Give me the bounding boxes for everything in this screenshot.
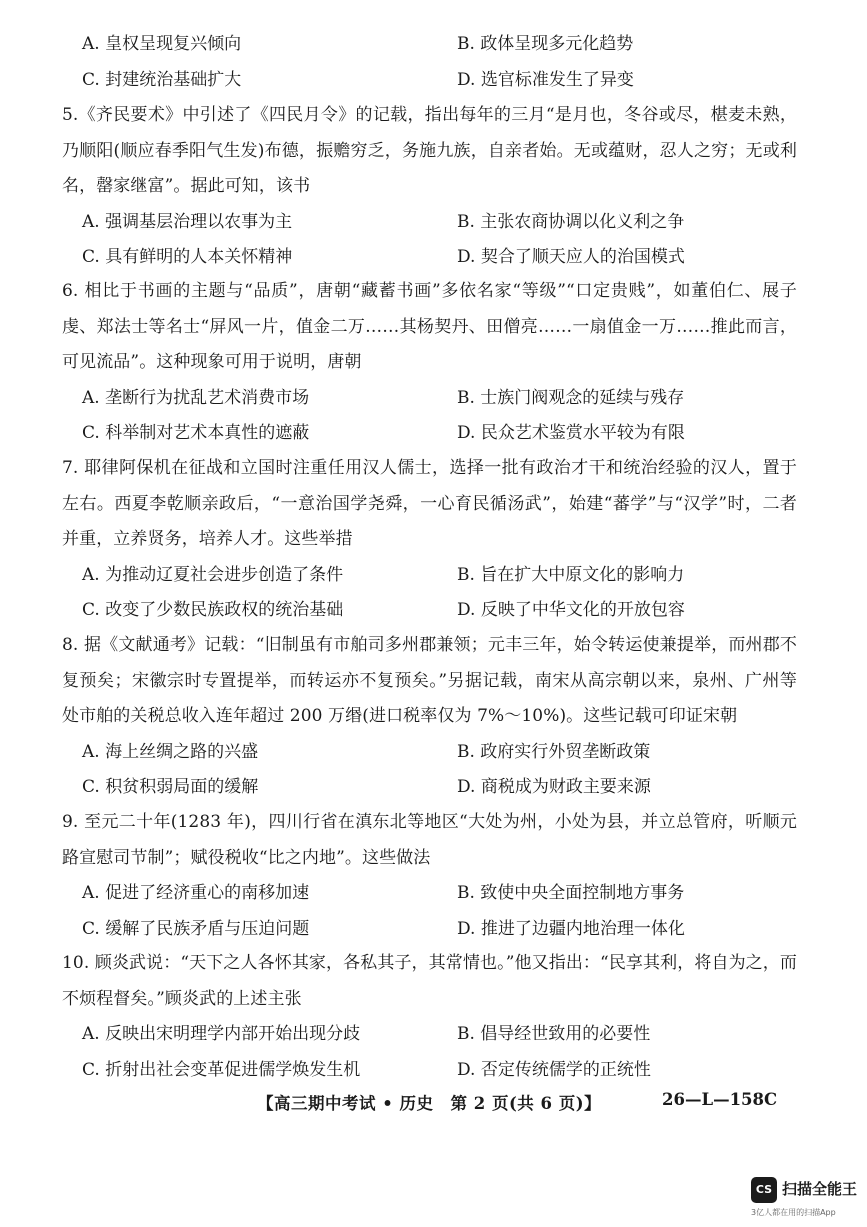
q9-option-d[interactable]: D. 推进了边疆内地治理一体化 <box>457 918 685 939</box>
q7-option-c[interactable]: C. 改变了少数民族政权的统治基础 <box>82 600 344 620</box>
q4-options <box>62 27 797 98</box>
q4-option-c[interactable]: C. 封建统治基础扩大 <box>82 69 242 90</box>
q10-options <box>62 1017 797 1088</box>
q6-option-b[interactable]: B. 士族门阀观念的延续与残存 <box>457 387 685 408</box>
q10-stem: 10. 顾炎武说：“天下之人各怀其家，各私其子，其常情也。”他又指出：“民享其利，将自为之，而不烦程督矣。”顾炎武的上述主张 <box>62 953 797 1009</box>
q9-option-c[interactable]: C. 缓解了民族矛盾与压迫问题 <box>82 918 310 939</box>
q6-option-d[interactable]: D. 民众艺术鉴赏水平较为有限 <box>457 423 685 443</box>
q7-stem: 7. 耶律阿保机在征战和立国时注重任用汉人儒士，选择一批有政治才干和统治经验的汉人，置于左右。西夏李乾顺亲政后，“一意治国学尧舜，一心育民循汤武”，始建“蕃学”与“汉学”时，二者并重，立养贤务，培养人才。这些举措 <box>62 458 797 549</box>
watermark-app-name: 扫描全能王 <box>782 1180 858 1198</box>
q5-stem: 5.《齐民要术》中引述了《四民月令》的记载，指出每年的三月“是月也，冬谷或尽，椹麦未熟，乃顺阳(顺应春季阳气生发)布德，振赡穷乏，务施九族，自亲者始。无或蕴财，忍人之穷；无或利名，罄家继富”。据此可知，该书 <box>62 105 797 196</box>
q5-options <box>62 205 797 276</box>
q7-option-a[interactable]: A. 为推动辽夏社会进步创造了条件 <box>82 564 344 585</box>
q9-option-a[interactable]: A. 促进了经济重心的南移加速 <box>82 883 310 903</box>
q9-stem: 9. 至元二十年(1283 年)，四川行省在滇东北等地区“大处为州，小处为县，并立总管府，听顺元路宣慰司节制”；赋役税收“比之内地”。这些做法 <box>62 812 797 868</box>
q6-option-c[interactable]: C. 科举制对艺术本真性的遮蔽 <box>82 423 310 443</box>
q4-option-a[interactable]: A. 皇权呈现复兴倾向 <box>82 34 242 54</box>
q8-stem: 8. 据《文献通考》记载：“旧制虽有市舶司多州郡兼领；元丰三年，始令转运使兼提举，而州郡不复预矣；宋徽宗时专置提举，而转运亦不复预矣。”另据记载，南宋从高宗朝以来，泉州、广州等处市舶的关税总收入连年超过 200 万缗(进口税率仅为 7%～10%)。这些记载可印证宋朝 <box>62 635 797 726</box>
q8-option-b[interactable]: B. 政府实行外贸垄断政策 <box>457 741 651 762</box>
question-6 <box>62 274 797 452</box>
page-footer <box>0 1090 867 1120</box>
q9-options <box>62 876 797 947</box>
q8-option-d[interactable]: D. 商税成为财政主要来源 <box>457 777 651 797</box>
q4-option-d[interactable]: D. 选官标准发生了异变 <box>457 69 634 90</box>
q8-options <box>62 735 797 806</box>
q10-option-a[interactable]: A. 反映出宋明理学内部开始出现分歧 <box>82 1024 361 1044</box>
q6-options <box>62 381 797 452</box>
q5-option-d[interactable]: D. 契合了顺天应人的治国模式 <box>457 247 685 267</box>
q10-option-c[interactable]: C. 折射出社会变革促进儒学焕发生机 <box>82 1059 361 1080</box>
q7-options <box>62 558 797 629</box>
q9-option-b[interactable]: B. 致使中央全面控制地方事务 <box>457 883 685 903</box>
q5-option-a[interactable]: A. 强调基层治理以农事为主 <box>82 211 293 232</box>
q6-option-a[interactable]: A. 垄断行为扰乱艺术消费市场 <box>82 387 310 408</box>
q5-option-c[interactable]: C. 具有鲜明的人本关怀精神 <box>82 247 293 267</box>
question-7 <box>62 451 797 629</box>
watermark-tagline: 3亿人都在用的扫描App <box>751 1208 836 1217</box>
question-5 <box>62 98 797 276</box>
q6-stem: 6. 相比于书画的主题与“品质”，唐朝“藏蓄书画”多依名家“等级”“口定贵贱”，如董伯仁、展子虔、郑法士等名士“屏风一片，值金二万……其杨契丹、田僧亮……一扇值金一万……推此而言，可见流品”。这种现象可用于说明，唐朝 <box>62 281 797 372</box>
q5-option-b[interactable]: B. 主张农商协调以化义利之争 <box>457 211 685 232</box>
q4-option-b[interactable]: B. 政体呈现多元化趋势 <box>457 34 634 54</box>
q8-option-c[interactable]: C. 积贫积弱局面的缓解 <box>82 777 259 797</box>
question-4 <box>62 27 797 98</box>
scanner-watermark <box>751 1175 859 1221</box>
footer-exam-code: 26—L—158C <box>662 1090 778 1109</box>
q10-option-b[interactable]: B. 倡导经世致用的必要性 <box>457 1024 651 1044</box>
q7-option-b[interactable]: B. 旨在扩大中原文化的影响力 <box>457 564 685 585</box>
q10-option-d[interactable]: D. 否定传统儒学的正统性 <box>457 1059 651 1080</box>
q8-option-a[interactable]: A. 海上丝绸之路的兴盛 <box>82 741 259 762</box>
question-8 <box>62 628 797 806</box>
camscanner-logo-icon: CS <box>751 1177 777 1203</box>
footer-title: 【高三期中考试 • 历史 第 2 页(共 6 页)】 <box>257 1094 602 1113</box>
question-10 <box>62 946 797 1088</box>
question-9 <box>62 805 797 947</box>
q7-option-d[interactable]: D. 反映了中华文化的开放包容 <box>457 600 685 620</box>
